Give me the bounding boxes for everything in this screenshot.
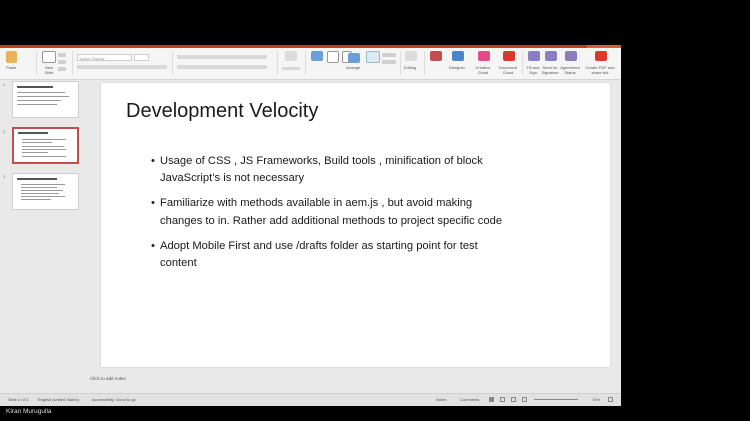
create-pdf-icon[interactable] — [595, 51, 607, 61]
list-buttons[interactable] — [177, 55, 267, 59]
add-ins-icon[interactable] — [430, 51, 442, 61]
bullet-marker: • — [151, 197, 155, 210]
shapes-icon[interactable] — [327, 51, 339, 63]
thumbnail-line — [21, 184, 65, 185]
bullet-marker: • — [151, 239, 155, 252]
picture-icon[interactable] — [311, 51, 323, 61]
smartart-label[interactable] — [282, 67, 300, 70]
bullet-item[interactable] — [151, 238, 511, 272]
thumbnail-line — [21, 196, 65, 197]
zoom-slider[interactable] — [534, 399, 578, 400]
thumbnail-line — [17, 92, 65, 93]
thumbnail-line — [22, 156, 66, 157]
thumbnail-line — [17, 104, 57, 105]
designer-label[interactable]: Designer — [449, 65, 466, 70]
thumbnail-line — [22, 152, 48, 153]
slide-thumbnail-pane — [0, 80, 90, 394]
slide-thumbnail[interactable] — [12, 173, 79, 210]
agreement-status-icon[interactable] — [565, 51, 577, 61]
fill-and-sign-icon[interactable] — [528, 51, 540, 61]
thumbnail-line — [21, 193, 59, 194]
slide-number-status: Slide 2 of 3 — [8, 397, 29, 402]
bullet-list[interactable] — [151, 153, 511, 280]
thumbnail-line — [21, 187, 57, 188]
alignment-buttons[interactable] — [177, 65, 267, 69]
participant-name: Kiran Murugulla — [6, 408, 52, 415]
ribbon-separator — [36, 51, 37, 75]
create-pdf-label[interactable]: Create PDF and share link — [585, 65, 615, 75]
ribbon-separator — [172, 51, 173, 75]
slide-canvas[interactable] — [101, 83, 610, 367]
bullet-item[interactable] — [151, 195, 511, 229]
notes-button[interactable]: Notes — [436, 397, 447, 402]
section-button[interactable] — [58, 67, 66, 71]
slide-sorter-icon[interactable] — [500, 397, 505, 402]
arrange-icon[interactable] — [348, 53, 360, 63]
ribbon-separator — [522, 51, 523, 75]
shape-outline-button[interactable] — [382, 60, 396, 64]
paste-icon[interactable] — [6, 51, 17, 63]
thumbnail-title — [18, 132, 48, 134]
language-status[interactable]: English (United States) — [38, 397, 79, 402]
quick-styles-icon[interactable] — [366, 51, 380, 63]
fill-and-sign-label[interactable]: Fill and Sign — [526, 65, 540, 75]
thumbnail-line — [22, 149, 66, 150]
paste-label[interactable]: Paste — [6, 65, 17, 70]
ribbon-separator — [305, 51, 306, 75]
slide-thumbnail[interactable] — [12, 81, 79, 118]
fit-to-window-icon[interactable] — [608, 397, 613, 402]
layout-button[interactable] — [58, 53, 66, 57]
accessibility-status[interactable]: Accessibility: Good to go — [92, 397, 136, 402]
comments-button[interactable]: Comments — [460, 397, 480, 402]
find-icon[interactable] — [405, 51, 417, 61]
thumbnail-number: 3 — [3, 174, 6, 179]
thumbnail-number: 1 — [3, 82, 6, 87]
ribbon-separator — [400, 51, 401, 75]
bullet-item[interactable] — [151, 153, 511, 187]
thumbnail-line — [22, 146, 64, 147]
designer-icon[interactable] — [452, 51, 464, 61]
ribbon-separator — [277, 51, 278, 75]
thumbnail-title — [17, 86, 53, 88]
document-cloud-label[interactable]: Document Cloud — [498, 65, 518, 75]
thumbnail-line — [17, 96, 69, 97]
zoom-level[interactable]: 74% — [592, 397, 601, 402]
thumbnail-line — [21, 190, 63, 191]
normal-view-icon[interactable] — [489, 397, 494, 402]
slideshow-icon[interactable] — [522, 397, 527, 402]
notes-placeholder[interactable]: Click to add notes — [90, 376, 126, 381]
arrange-label[interactable]: Arrange — [346, 65, 361, 70]
agreement-status-label[interactable]: Agreement Status — [560, 65, 580, 75]
shape-fill-button[interactable] — [382, 53, 396, 57]
thumbnail-number: 2 — [3, 129, 6, 134]
bullet-text[interactable]: Usage of CSS , JS Frameworks, Build tools , minification of block JavaScript’s is not necessary — [160, 155, 483, 185]
thumbnail-title — [17, 178, 57, 180]
bullet-marker: • — [151, 155, 155, 167]
new-slide-icon[interactable] — [42, 51, 56, 63]
reading-view-icon[interactable] — [511, 397, 516, 402]
ribbon-separator — [424, 51, 425, 75]
thumbnail-line — [17, 100, 61, 101]
creative-cloud-icon[interactable] — [478, 51, 490, 61]
font-format-buttons[interactable] — [77, 65, 167, 69]
font-name-dropdown[interactable]: Aptos Display — [77, 54, 132, 61]
participant-bar — [0, 406, 750, 421]
reset-button[interactable] — [58, 60, 66, 64]
thumbnail-line — [22, 142, 52, 143]
editing-label[interactable]: Editing — [404, 65, 417, 70]
status-bar — [0, 393, 621, 406]
send-for-signature-label[interactable]: Send for Signature — [541, 65, 559, 75]
slide-thumbnail-selected[interactable] — [12, 127, 79, 164]
ribbon-separator — [72, 51, 73, 75]
bullet-text[interactable]: Adopt Mobile First and use /drafts folder as starting point for test content — [160, 239, 478, 270]
bullet-text[interactable]: Familiarize with methods available in aem.js , but avoid making changes to in. Rather add additional methods to project specific code — [160, 197, 503, 227]
new-slide-label[interactable]: New Slide — [44, 65, 54, 75]
font-size-dropdown[interactable] — [134, 54, 149, 61]
send-for-signature-icon[interactable] — [545, 51, 557, 61]
ribbon-toolbar — [0, 48, 621, 80]
slide-title[interactable]: Development Velocity — [126, 100, 319, 122]
thumbnail-line — [22, 139, 66, 140]
creative-cloud-label[interactable]: Creative Cloud — [475, 65, 491, 75]
smartart-icon[interactable] — [285, 51, 297, 61]
thumbnail-line — [21, 199, 51, 200]
document-cloud-icon[interactable] — [503, 51, 515, 61]
